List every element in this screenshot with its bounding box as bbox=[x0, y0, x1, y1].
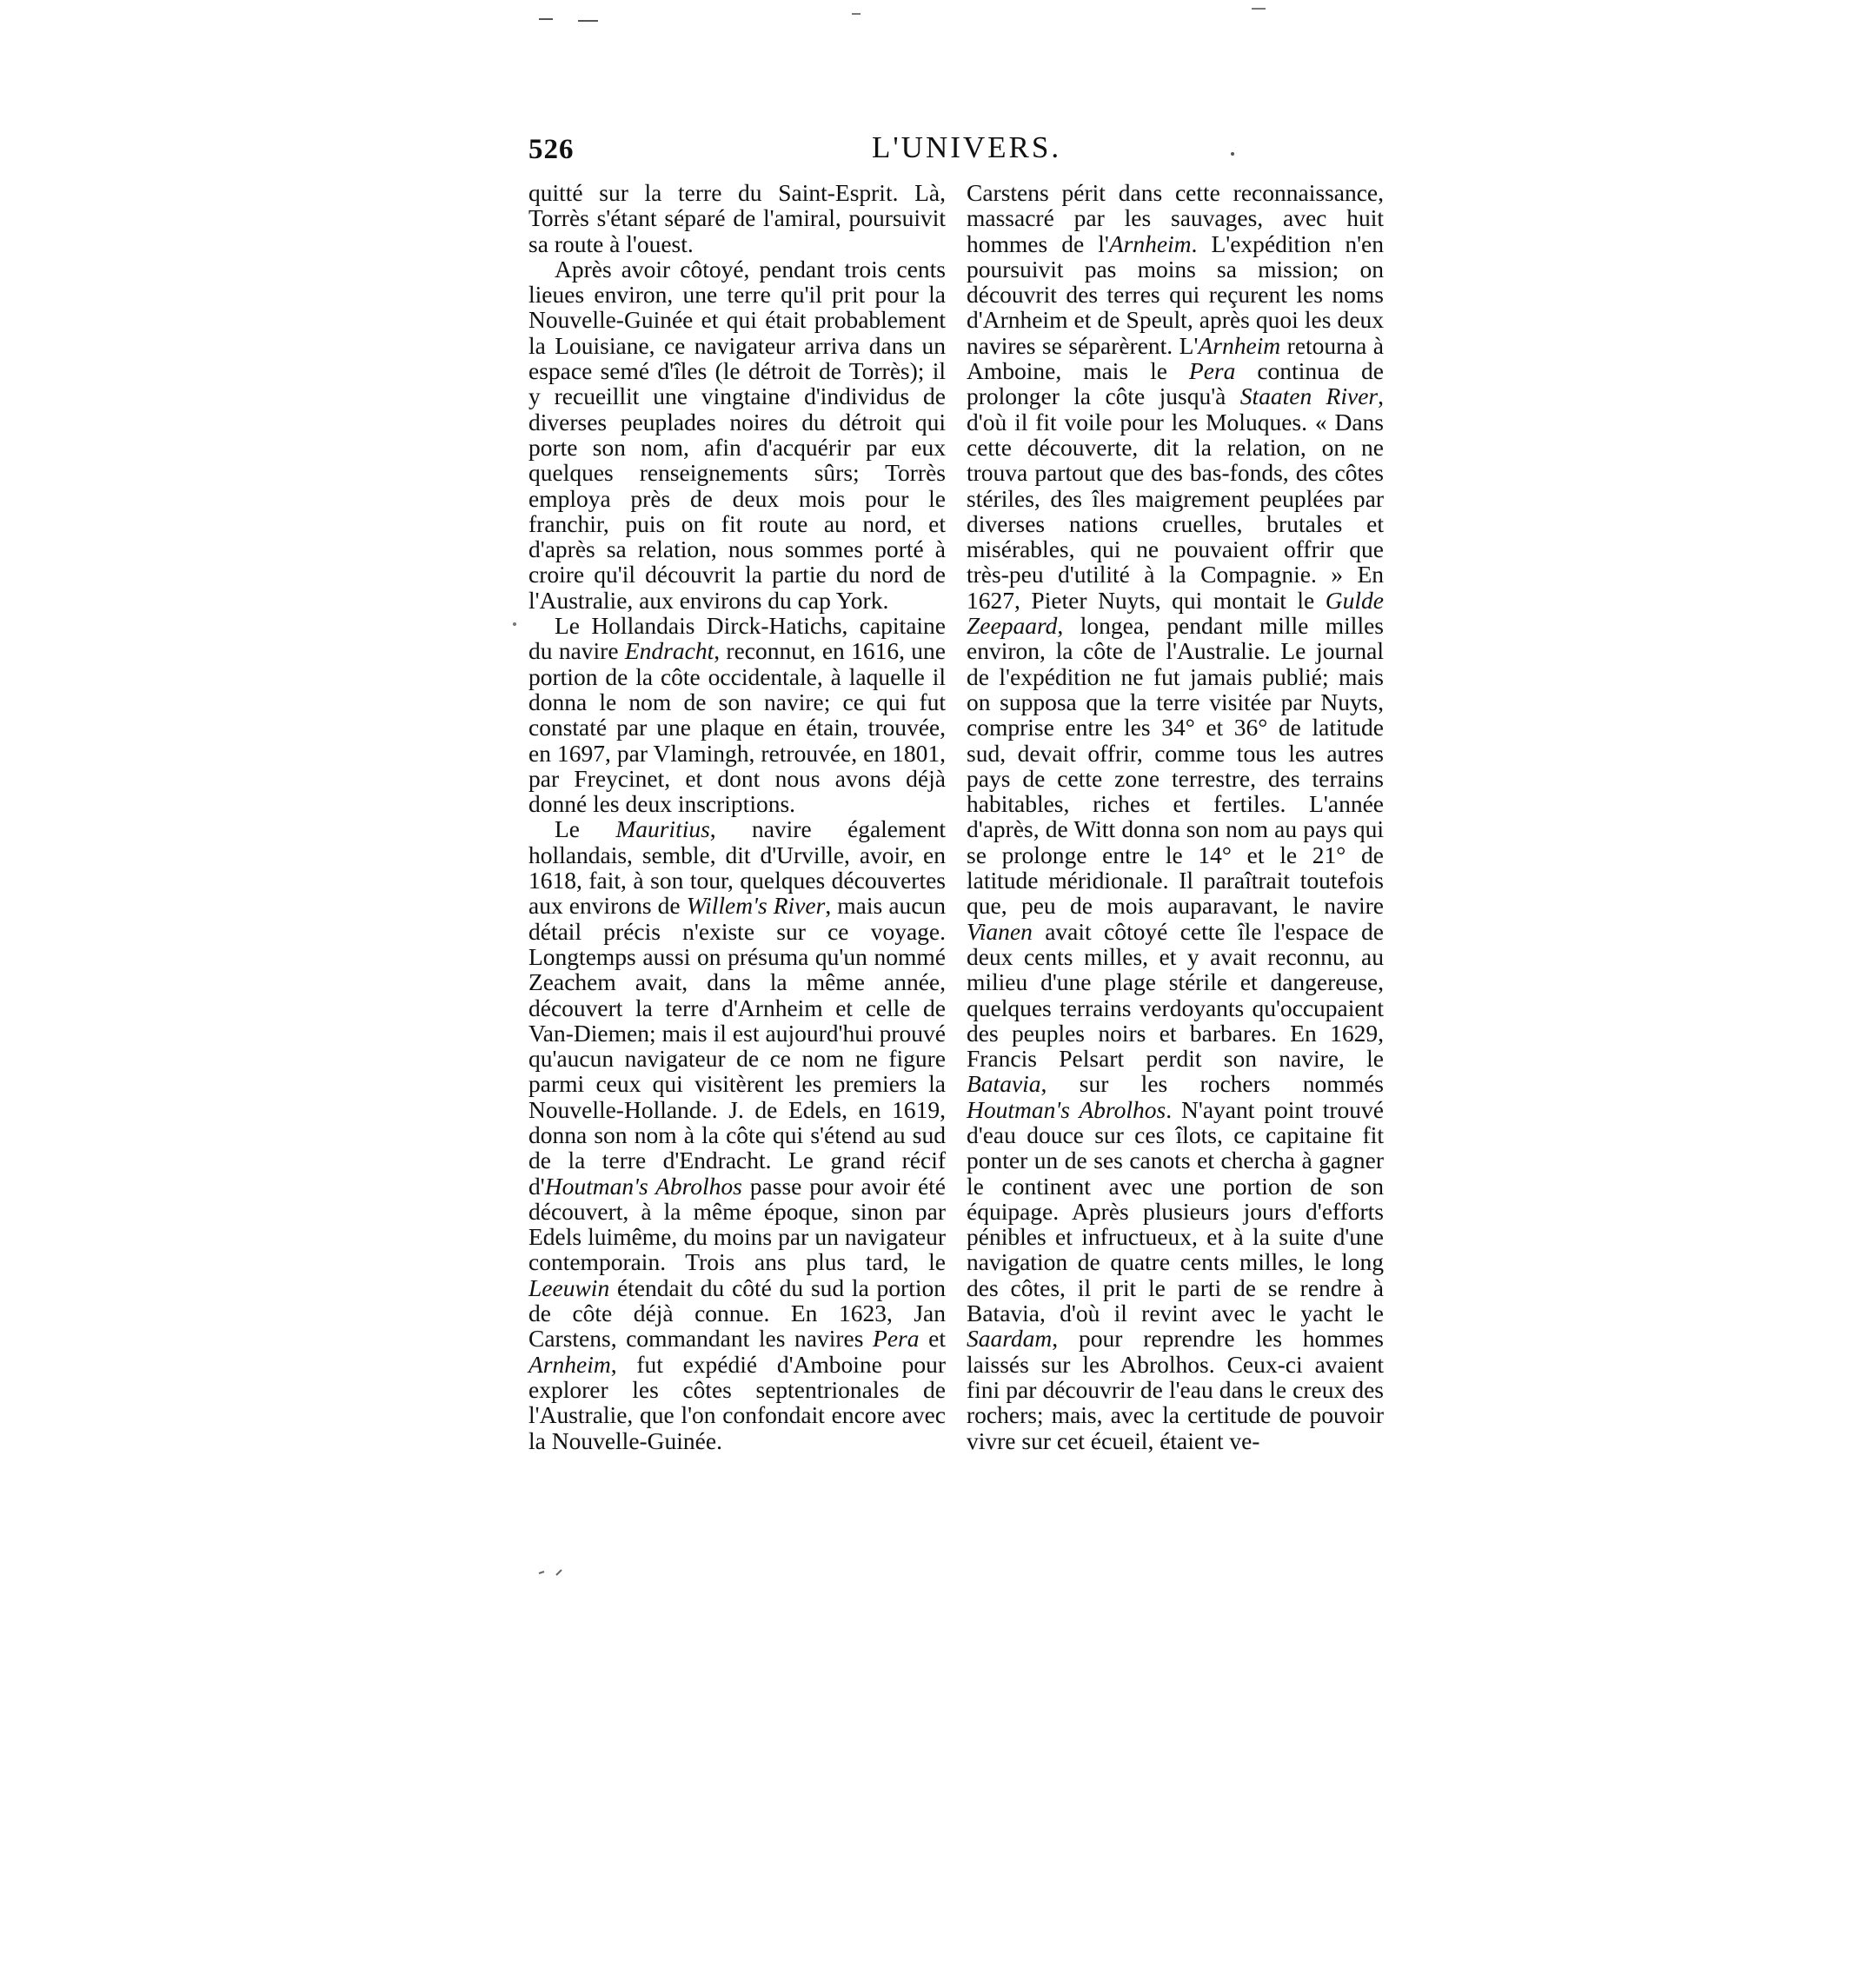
italic-name: Batavia bbox=[967, 1070, 1041, 1098]
italic-name: Willem's River bbox=[686, 892, 826, 920]
italic-name: Arnheim bbox=[1108, 229, 1192, 257]
page-number: 526 bbox=[528, 134, 575, 165]
italic-name: Pera bbox=[873, 1325, 920, 1353]
italic-name: Leeuwin bbox=[528, 1273, 610, 1301]
italic-name: Arnheim bbox=[1198, 331, 1281, 359]
italic-name: Houtman's Abrolhos bbox=[967, 1095, 1166, 1123]
left_column-paragraph: Le Hollandais Dirck-Hatichs, capitaine du navire Endracht, reconnut, en 1616, une portion de la côte occidentale, à laquelle il donna le nom de son navire; ce qui fut constaté par une plaque en étain, trouvée, en 1697, par Vlamingh, retrouvée, en 1801, par Freycinet, et dont nous avons déjà donné les deux inscriptions. bbox=[528, 612, 946, 818]
left_column-paragraph: quitté sur la terre du Saint-Esprit. Là, Torrès s'étant séparé de l'amiral, poursuivit sa route à l'ouest. bbox=[528, 179, 946, 257]
text-column-left bbox=[528, 180, 946, 1453]
italic-name: Endracht bbox=[624, 637, 714, 665]
italic-name: Arnheim bbox=[528, 1350, 611, 1378]
italic-name: Pera bbox=[1188, 357, 1236, 385]
italic-name: Houtman's Abrolhos bbox=[544, 1172, 742, 1200]
left_column-paragraph: Après avoir côtoyé, pendant trois cents lieues environ, une terre qu'il prit pour la Nouvelle-Guinée et qui était probablement la Louisiane, ce navigateur arriva dans un espace semé d'îles (le détroit de Torrès); il y recueillit une vingtaine d'individus de diverses peuplades noires du détroit qui porte son nom, afin d'acquérir par eux quelques renseignements sûrs; Torrès employa près de deux mois pour le franchir, puis on fit route au nord, et d'après sa relation, nous sommes porté à croire qu'il découvrit la partie du nord de l'Australie, aux environs du cap York. bbox=[528, 255, 946, 614]
right_column-paragraph: Carstens périt dans cette reconnaissance, massacré par les sauvages, avec huit hommes de l'Arnheim. L'expédition n'en poursuivit pas moins sa mission; on découvrit des terres qui reçurent les noms d'Arnheim et de Speult, après quoi les deux navires se séparèrent. L'Arnheim retourna à Amboine, mais le Pera continua de prolonger la côte jusqu'à Staaten River, d'où il fit voile pour les Moluques. « Dans cette découverte, dit la relation, on ne trouva partout que des bas-fonds, des côtes stériles, des îles maigrement peuplées par diverses nations cruelles, brutales et misérables, qui ne pouvaient offrir que très-peu d'utilité à la Compagnie. » En 1627, Pieter Nuyts, qui montait le Gulde Zeepaard, longea, pendant mille milles environ, la côte de l'Australie. Le journal de l'expédition ne fut jamais publié; mais on supposa que la terre visitée par Nuyts, comprise entre les 34° et 36° de latitude sud, devait offrir, comme tous les autres pays de cette zone terrestre, des terrains habitables, riches et fertiles. L'année d'après, de Witt donna son nom au pays qui se prolonge entre le 14° et le 21° de latitude méridionale. Il paraîtrait toutefois que, peu de mois auparavant, le navire Vianen avait côtoyé cette île l'espace de deux cents milles, et y avait reconnu, au milieu d'une plage stérile et dangereuse, quelques terrains verdoyants qu'occupaient des peuples noirs et barbares. En 1629, Francis Pelsart perdit son navire, le Batavia, sur les rochers nommés Houtman's Abrolhos. N'ayant point trouvé d'eau douce sur ces îlots, ce capitaine fit ponter un de ses canots et chercha à gagner le continent avec une portion de son équipage. Après plusieurs jours d'efforts pénibles et infructueux, et à la suite d'une navigation de quatre cents milles, le long des côtes, il prit le parti de se rendre à Batavia, d'où il revint avec le yacht le Saardam, pour reprendre les hommes laissés sur les Abrolhos. Ceux-ci avaient fini par découvrir de l'eau dans le creux des rochers; mais, avec la certitude de pouvoir vivre sur cet écueil, étaient ve- bbox=[967, 179, 1385, 1454]
italic-name: Vianen bbox=[967, 917, 1033, 945]
text-column-right bbox=[967, 180, 1384, 1453]
italic-name: Staaten River bbox=[1239, 382, 1379, 410]
left_column-paragraph: Le Mauritius, navire également hollandais, semble, dit d'Urville, avoir, en 1618, fait, à son tour, quelques découvertes aux environs de Willem's River, mais aucun détail précis n'existe sur ce voyage. Longtemps aussi on présuma qu'un nommé Zeachem avait, dans la même année, découvert la terre d'Arnheim et celle de Van-Diemen; mais il est aujourd'hui prouvé qu'aucun navigateur de ce nom ne figure parmi ceux qui visitèrent les premiers la Nouvelle-Hollande. J. de Edels, en 1619, donna son nom à la côte qui s'étend au sud de la terre d'Endracht. Le grand récif d'Houtman's Abrolhos passe pour avoir été découvert, à la même époque, sinon par Edels luimême, du moins par un navigateur contemporain. Trois ans plus tard, le Leeuwin étendait du côté du sud la portion de côte déjà connue. En 1623, Jan Carstens, commandant les navires Pera et Arnheim, fut expédié d'Amboine pour explorer les côtes septentrionales de l'Australie, que l'on confondait encore avec la Nouvelle-Guinée. bbox=[528, 815, 946, 1454]
page-header bbox=[528, 130, 1380, 174]
running-title: L'UNIVERS. bbox=[872, 130, 1062, 164]
italic-name: Mauritius bbox=[615, 815, 710, 843]
italic-name: Gulde Zeepaard bbox=[967, 586, 1384, 640]
italic-name: Saardam bbox=[967, 1325, 1053, 1353]
